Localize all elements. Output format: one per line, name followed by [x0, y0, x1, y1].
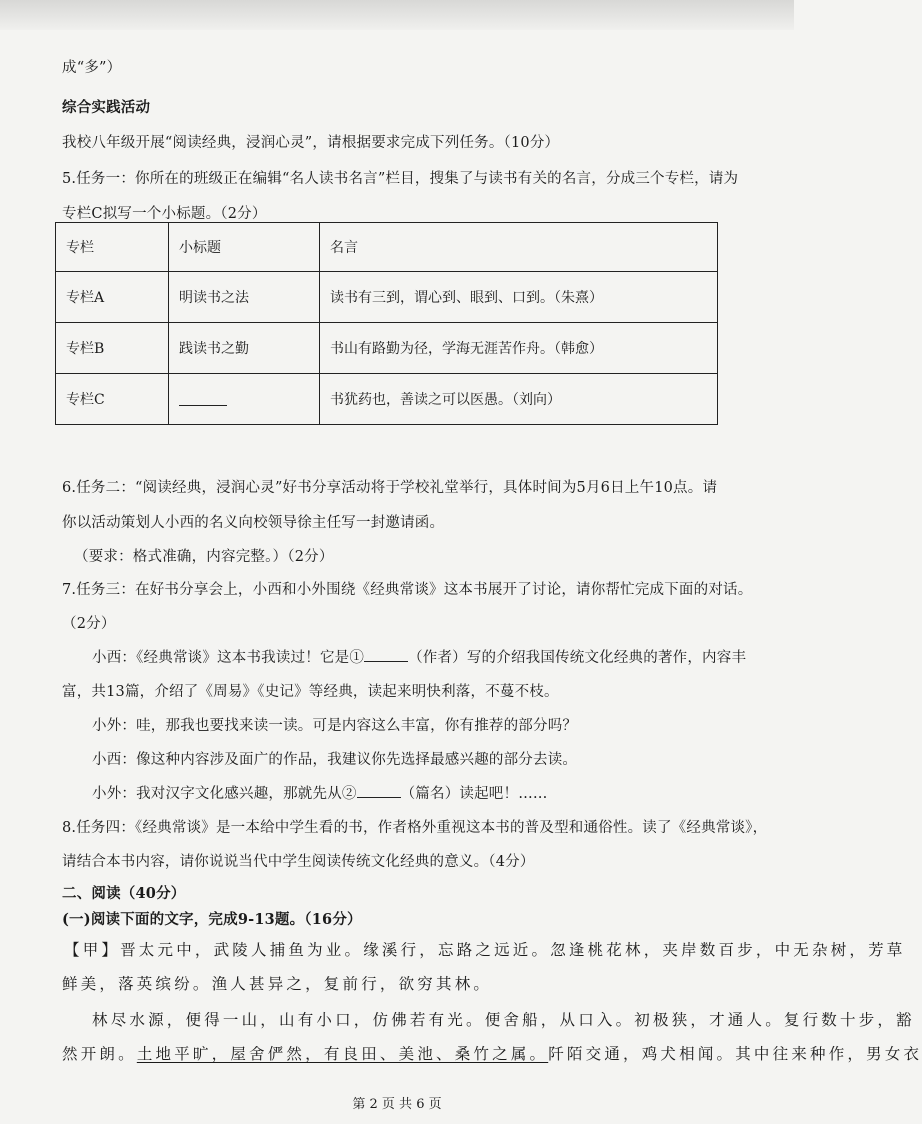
dialog-4	[92, 782, 548, 803]
q5-line1: 5.任务一：你所在的班级正在编辑“名人读书名言”栏目，搜集了与读书有关的名言，分成三个专栏，请为	[62, 171, 739, 187]
dialog-2: 小外：哇，那我也要找来读一读。可是内容这么丰富，你有推荐的部分吗？	[92, 718, 578, 734]
passage-p1b: 鲜美，落英缤纷。渔人甚异之，复前行，欲穷其林。	[62, 975, 493, 993]
row-subtitle: 明读书之法	[169, 272, 320, 323]
header-column: 专栏	[56, 223, 169, 272]
row-subtitle: 践读书之勤	[169, 323, 320, 374]
passage-p2b	[62, 1042, 922, 1064]
answer-blank-1[interactable]	[364, 647, 408, 662]
activity-intro: 我校八年级开展“阅读经典，浸润心灵”，请根据要求完成下列任务。（10分）	[62, 135, 560, 151]
passage-p1a: 【甲】晋太元中，武陵人捕鱼为业。缘溪行，忘路之远近。忽逢桃花林，夹岸数百步，中无杂树，芳草	[64, 941, 906, 959]
dialog-4-part-a: 小外：我对汉字文化感兴趣，那就先从②	[92, 786, 357, 802]
row-quote: 书犹药也，善读之可以医愚。（刘向）	[320, 374, 718, 425]
header-quote: 名言	[320, 223, 718, 272]
q6-requirement: （要求：格式准确，内容完整。）（2分）	[74, 549, 334, 565]
q7-line1: 7.任务三：在好书分享会上，小西和小外围绕《经典常谈》这本书展开了讨论，请你帮忙完成下面的对话。	[62, 582, 753, 598]
passage-p2b-plain: 然开朗。	[62, 1045, 137, 1063]
quote-table	[55, 222, 718, 425]
q6-line2: 你以活动策划人小西的名义向校领导徐主任写一封邀请函。	[62, 515, 445, 531]
table-row	[56, 323, 718, 374]
table-header-row	[56, 223, 718, 272]
part-two-heading: 二、阅读（40分）	[62, 885, 186, 902]
dialog-4-part-b: （篇名）读起吧！……	[400, 786, 548, 802]
dialog-1-cont: 富，共13篇，介绍了《周易》《史记》等经典，读起来明快利落，不蔓不枝。	[62, 684, 559, 700]
row-quote: 书山有路勤为径，学海无涯苦作舟。（韩愈）	[320, 323, 718, 374]
dialog-1	[92, 646, 746, 667]
dialog-1-part-a: 小西：《经典常谈》这本书我读过！它是①	[92, 650, 365, 666]
answer-blank-2[interactable]	[357, 783, 401, 798]
passage-p2a: 林尽水源，便得一山，山有小口，仿佛若有光。便舍船，从口入。初极狭，才通人。复行数十步，豁	[92, 1011, 915, 1029]
section-title: 综合实践活动	[62, 99, 151, 116]
row-column: 专栏A	[56, 272, 169, 323]
header-subtitle: 小标题	[169, 223, 320, 272]
row-column: 专栏B	[56, 323, 169, 374]
passage-underlined: 土地平旷，屋舍俨然，有良田、美池、桑竹之属。	[136, 1045, 549, 1063]
page-footer: 第 2 页 共 6 页	[352, 1097, 442, 1112]
scan-header-shadow	[0, 0, 794, 30]
row-quote: 读书有三到，谓心到、眼到、口到。（朱熹）	[320, 272, 718, 323]
q7-line2: （2分）	[62, 616, 116, 632]
row-subtitle-blank[interactable]	[169, 374, 320, 425]
q8-line1: 8.任务四：《经典常谈》是一本给中学生看的书，作者格外重视这本书的普及型和通俗性。读了《经典常谈》，	[62, 820, 768, 836]
answer-blank[interactable]	[179, 393, 227, 406]
q5-line2: 专栏C拟写一个小标题。（2分）	[62, 206, 267, 222]
continuation-text: 成“多”）	[62, 60, 122, 76]
passage-p2b-rest: 阡陌交通，鸡犬相闻。其中往来种作，男女衣	[548, 1045, 922, 1063]
q6-line1: 6.任务二：“阅读经典，浸润心灵”好书分享活动将于学校礼堂举行，具体时间为5月6日上午10点。请	[62, 480, 718, 496]
table-row	[56, 374, 718, 425]
table-row	[56, 272, 718, 323]
dialog-1-part-b: （作者）写的介绍我国传统文化经典的著作，内容丰	[408, 650, 747, 666]
part-two-subheading: (一)阅读下面的文字，完成9-13题。（16分）	[62, 911, 362, 928]
row-column: 专栏C	[56, 374, 169, 425]
dialog-3: 小西：像这种内容涉及面广的作品，我建议你先选择最感兴趣的部分去读。	[92, 752, 578, 768]
q8-line2: 请结合本书内容，请你说说当代中学生阅读传统文化经典的意义。（4分）	[62, 854, 535, 870]
